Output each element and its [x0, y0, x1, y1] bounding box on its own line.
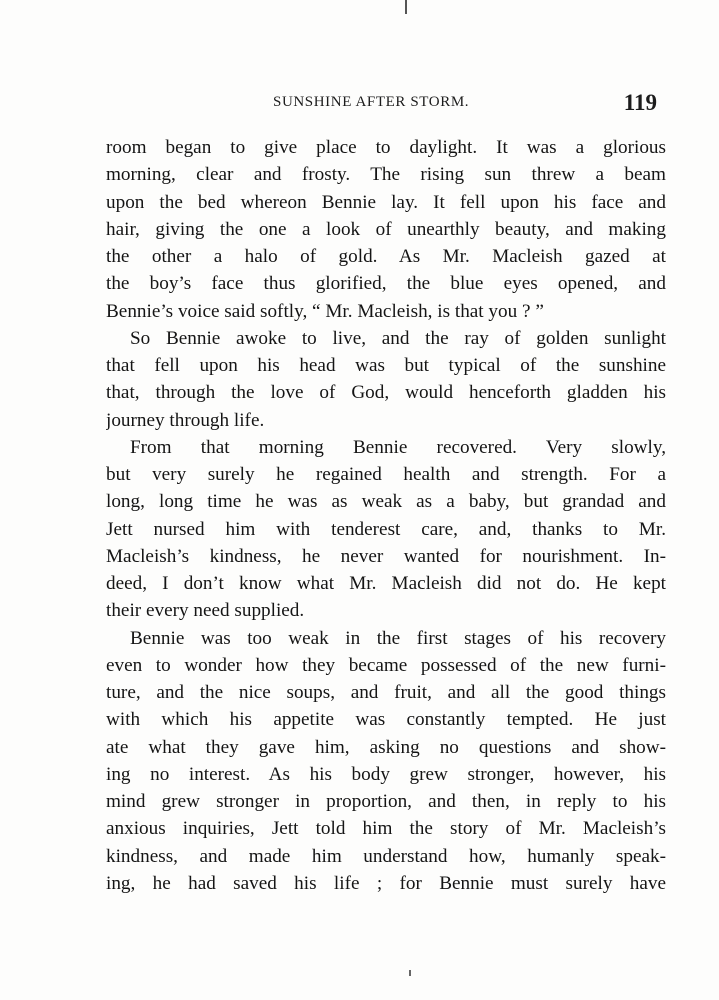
running-title: SUNSHINE AFTER STORM.: [273, 94, 470, 110]
text-line: the other a halo of gold. As Mr. Macleish gazed at: [106, 246, 666, 267]
text-line: Bennie’s voice said softly, “ Mr. Macleish, is that you ? ”: [106, 300, 544, 322]
text-line: ture, and the nice soups, and fruit, and all the good things: [106, 682, 666, 703]
running-header: [105, 92, 665, 118]
text-line: their every need supplied.: [106, 600, 305, 622]
text-line: that fell upon his head was but typical of the sunshine: [106, 355, 666, 376]
scan-mark-top: [405, 0, 407, 14]
text-line: anxious inquiries, Jett told him the story of Mr. Macleish’s: [106, 818, 666, 840]
paragraph-start-line: Bennie was too weak in the first stages of his recovery: [130, 627, 666, 649]
text-line: that, through the love of God, would henceforth gladden his: [106, 382, 666, 404]
text-line: but very surely he regained health and strength. For a: [106, 464, 666, 485]
text-line: long, long time he was as weak as a baby, but grandad and: [106, 491, 666, 513]
text-line: ate what they gave him, asking no questions and show-: [106, 736, 666, 758]
text-line: Macleish’s kindness, he never wanted for nourishment. In-: [106, 545, 666, 567]
text-line: morning, clear and frosty. The rising sun threw a beam: [106, 164, 666, 186]
text-line: ing no interest. As his body grew stronger, however, his: [106, 763, 666, 785]
text-line: journey through life.: [106, 409, 265, 431]
paragraph-start-line: So Bennie awoke to live, and the ray of golden sunlight: [130, 327, 666, 349]
scan-mark-bottom: [409, 970, 411, 976]
text-line: upon the bed whereon Bennie lay. It fell upon his face and: [106, 191, 666, 213]
text-line: mind grew stronger in proportion, and then, in reply to his: [106, 791, 666, 812]
body-text: [106, 134, 666, 897]
text-line: with which his appetite was constantly tempted. He just: [106, 709, 666, 731]
text-line: Jett nursed him with tenderest care, and, thanks to Mr.: [106, 518, 666, 540]
page-number: 119: [623, 90, 657, 115]
text-line: even to wonder how they became possessed of the new furni-: [106, 654, 666, 676]
text-line: hair, giving the one a look of unearthly beauty, and making: [106, 218, 666, 240]
text-line: room began to give place to daylight. It was a glorious: [106, 137, 666, 158]
text-line: deed, I don’t know what Mr. Macleish did not do. He kept: [106, 573, 666, 594]
text-line: kindness, and made him understand how, humanly speak-: [106, 845, 666, 867]
text-line: the boy’s face thus glorified, the blue eyes opened, and: [106, 273, 666, 295]
paragraph-start-line: From that morning Bennie recovered. Very slowly,: [130, 436, 666, 458]
text-line: ing, he had saved his life ; for Bennie must surely have: [106, 872, 666, 894]
